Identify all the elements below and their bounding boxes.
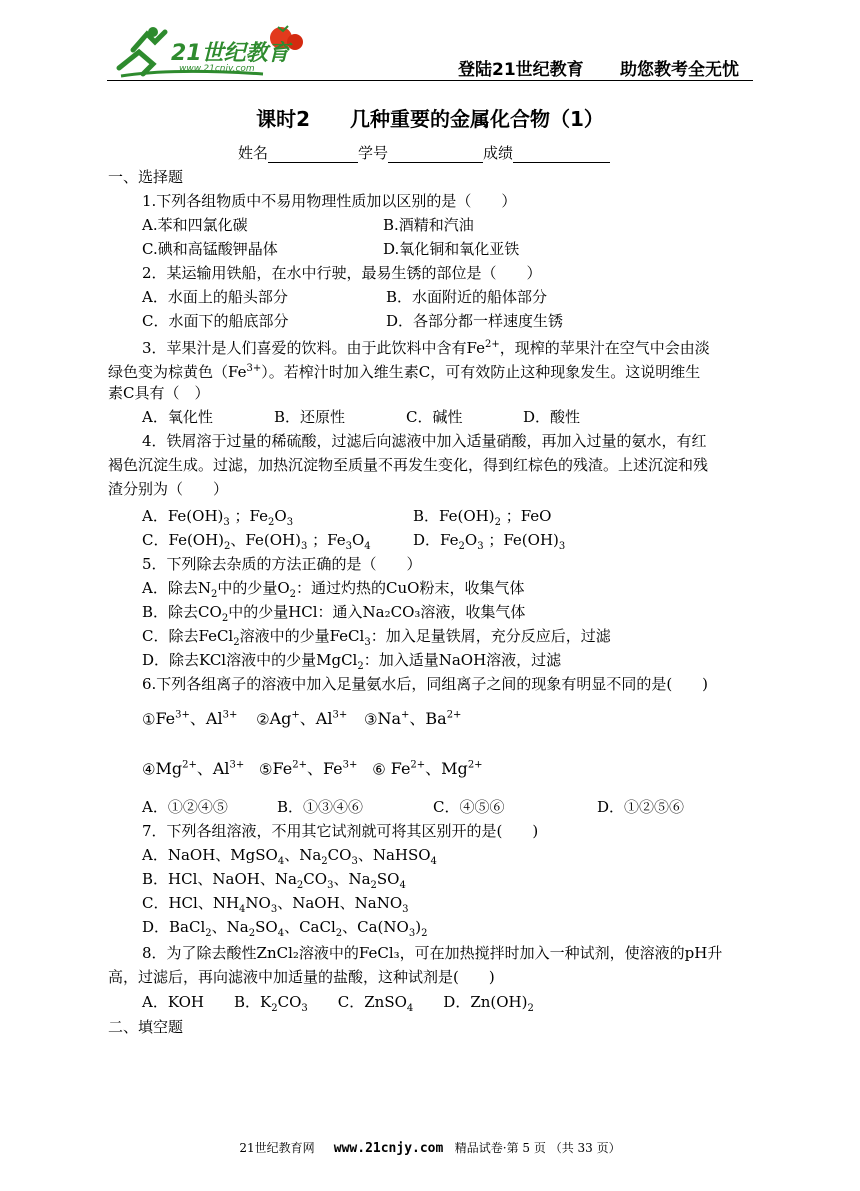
option-b: B．$Fe(OH)_2$ ；FeO <box>413 507 552 528</box>
question-stem-cont: 褐色沉淀生成。过滤，加热沉淀物至质量不再发生变化，得到红棕色的残渣。上述沉淀和残 <box>108 456 709 474</box>
logo-text: 21世纪教育 <box>171 41 290 66</box>
question-stem: 1.下列各组物质中不易用物理性质加以区别的是（ ） <box>142 192 517 210</box>
question-stem-cont: 渣分别为（ ） <box>108 480 229 498</box>
option-d: D．BaCl$_2$、$Na_2SO_4$、CaCl$_2$、$Ca(NO_3)_2$ <box>142 918 428 939</box>
option-b: B．还原性 <box>274 408 346 426</box>
option-c: C．④⑤⑥ <box>433 798 505 816</box>
ion-group-row-2: $④Mg^{2+}$、$Al^{3+}$ $⑤Fe^{2+}$、$Fe^{3+}$ ⑥ $Fe^{2+}$、$Mg^{2+}$ <box>142 759 483 779</box>
question-stem: 4．铁屑溶于过量的稀硫酸，过滤后向滤液中加入适量硝酸，再加入过量的氨水，有红 <box>142 432 707 450</box>
option-a: A.苯和四氯化碳 <box>142 216 248 234</box>
student-info <box>238 143 610 163</box>
logo-url: www.21cnjy.com <box>179 64 255 74</box>
question-stem: 5．下列除去杂质的方法正确的是（ ） <box>142 555 422 573</box>
option-d: D．除去KCl溶液中的少量MgCl$_2$：加入适量NaOH溶液，过滤 <box>142 651 562 672</box>
option-a: A．水面上的船头部分 <box>142 288 288 306</box>
question-stem: 2．某运输用铁船，在水中行驶，最易生锈的部位是（ ） <box>142 264 542 282</box>
option-d: D．各部分都一样速度生锈 <box>386 312 564 330</box>
option-c: C.碘和高锰酸钾晶体 <box>142 240 278 258</box>
question-stem-cont: 高，过滤后，再向滤液中加适量的盐酸，这种试剂是( ) <box>108 968 495 986</box>
option-a: A．NaOH、MgSO$_4$、$Na_2CO_3$、NaHSO$_4$ <box>142 846 437 867</box>
ion-group-row-1: $①Fe^{3+}$、$Al^{3+}$ ②Ag+、$Al^{3+}$ ③Na+、$Ba^{2+}$ <box>142 709 462 729</box>
options-row: A．KOH B．$K_2CO_3$ C．ZnSO$_4$ D．$Zn(OH)_2$ <box>142 993 534 1014</box>
logo <box>113 22 308 80</box>
question-stem-cont: 绿色变为棕黄色$(Fe^{3+})$。若榨汁时加入维生素C，可有效防止这种现象发生。这说明维生 <box>108 363 701 381</box>
name-label: 姓名 <box>238 144 269 162</box>
page-footer <box>0 1139 860 1156</box>
question-stem: 7．下列各组溶液，不用其它试剂就可将其区别开的是( ) <box>142 822 539 840</box>
option-c: C．$Fe(OH)_2$、$Fe(OH)_3$ ；$Fe_3O_4$ <box>142 531 371 552</box>
footer-site: 21世纪教育网 <box>239 1141 315 1155</box>
slogan-right: 助您教考全无忧 <box>620 60 739 80</box>
question-stem: 6.下列各组离子的溶液中加入足量氨水后，同组离子之间的现象有明显不同的是( ) <box>142 675 709 693</box>
option-a: A．氧化性 <box>142 408 213 426</box>
option-a: A．$Fe(OH)_3$ ；$Fe_2O_3$ <box>142 507 294 528</box>
slogan-left: 登陆21世纪教育 <box>458 60 584 80</box>
id-label: 学号 <box>358 144 389 162</box>
id-field[interactable] <box>388 148 483 163</box>
option-c: C．水面下的船底部分 <box>142 312 289 330</box>
footer-page: 精品试卷·第 5 页 （共 33 页） <box>454 1141 621 1155</box>
option-b: B．①③④⑥ <box>277 798 364 816</box>
option-b: B.酒精和汽油 <box>383 216 474 234</box>
option-c: C．碱性 <box>406 408 463 426</box>
question-stem: 8．为了除去酸性ZnCl₂溶液中的FeCl₃，可在加热搅拌时加入一种试剂，使溶液的pH升 <box>142 944 723 962</box>
option-c: C．除去FeCl$_2$溶液中的少量FeCl$_3$：加入足量铁屑，充分反应后，过滤 <box>142 627 611 648</box>
question-stem-cont: 素C具有（ ） <box>108 384 210 402</box>
section-heading: 二、填空题 <box>108 1018 184 1036</box>
option-c: C．HCl、$NH_4NO_3$、NaOH、NaNO$_3$ <box>142 894 409 915</box>
score-label: 成绩 <box>483 144 514 162</box>
option-d: D．①②⑤⑥ <box>597 798 685 816</box>
header-divider <box>107 80 753 81</box>
option-b: B．HCl、NaOH、$Na_2CO_3$、$Na_2SO_4$ <box>142 870 406 891</box>
option-d: D.氧化铜和氧化亚铁 <box>383 240 520 258</box>
question-stem: 3．苹果汁是人们喜爱的饮料。由于此饮料中含有$Fe^{2+}$，现榨的苹果汁在空气中会由淡 <box>142 339 710 357</box>
option-d: D．$Fe_2O_3$ ；$Fe(OH)_3$ <box>413 531 566 552</box>
option-b: B．除去$CO_2$中的少量HCl：通入Na₂CO₃溶液，收集气体 <box>142 603 526 624</box>
option-d: D．酸性 <box>523 408 581 426</box>
section-heading: 一、选择题 <box>108 168 184 186</box>
score-field[interactable] <box>513 148 610 163</box>
name-field[interactable] <box>268 148 358 163</box>
page-title: 课时2 几种重要的金属化合物（1） <box>256 107 604 131</box>
footer-url[interactable]: www.21cnjy.com <box>333 1141 444 1156</box>
option-a: A．除去$N_2$中的少量$O_2$：通过灼热的CuO粉末，收集气体 <box>142 579 525 600</box>
option-a: A．①②④⑤ <box>142 798 228 816</box>
option-b: B．水面附近的船体部分 <box>386 288 548 306</box>
